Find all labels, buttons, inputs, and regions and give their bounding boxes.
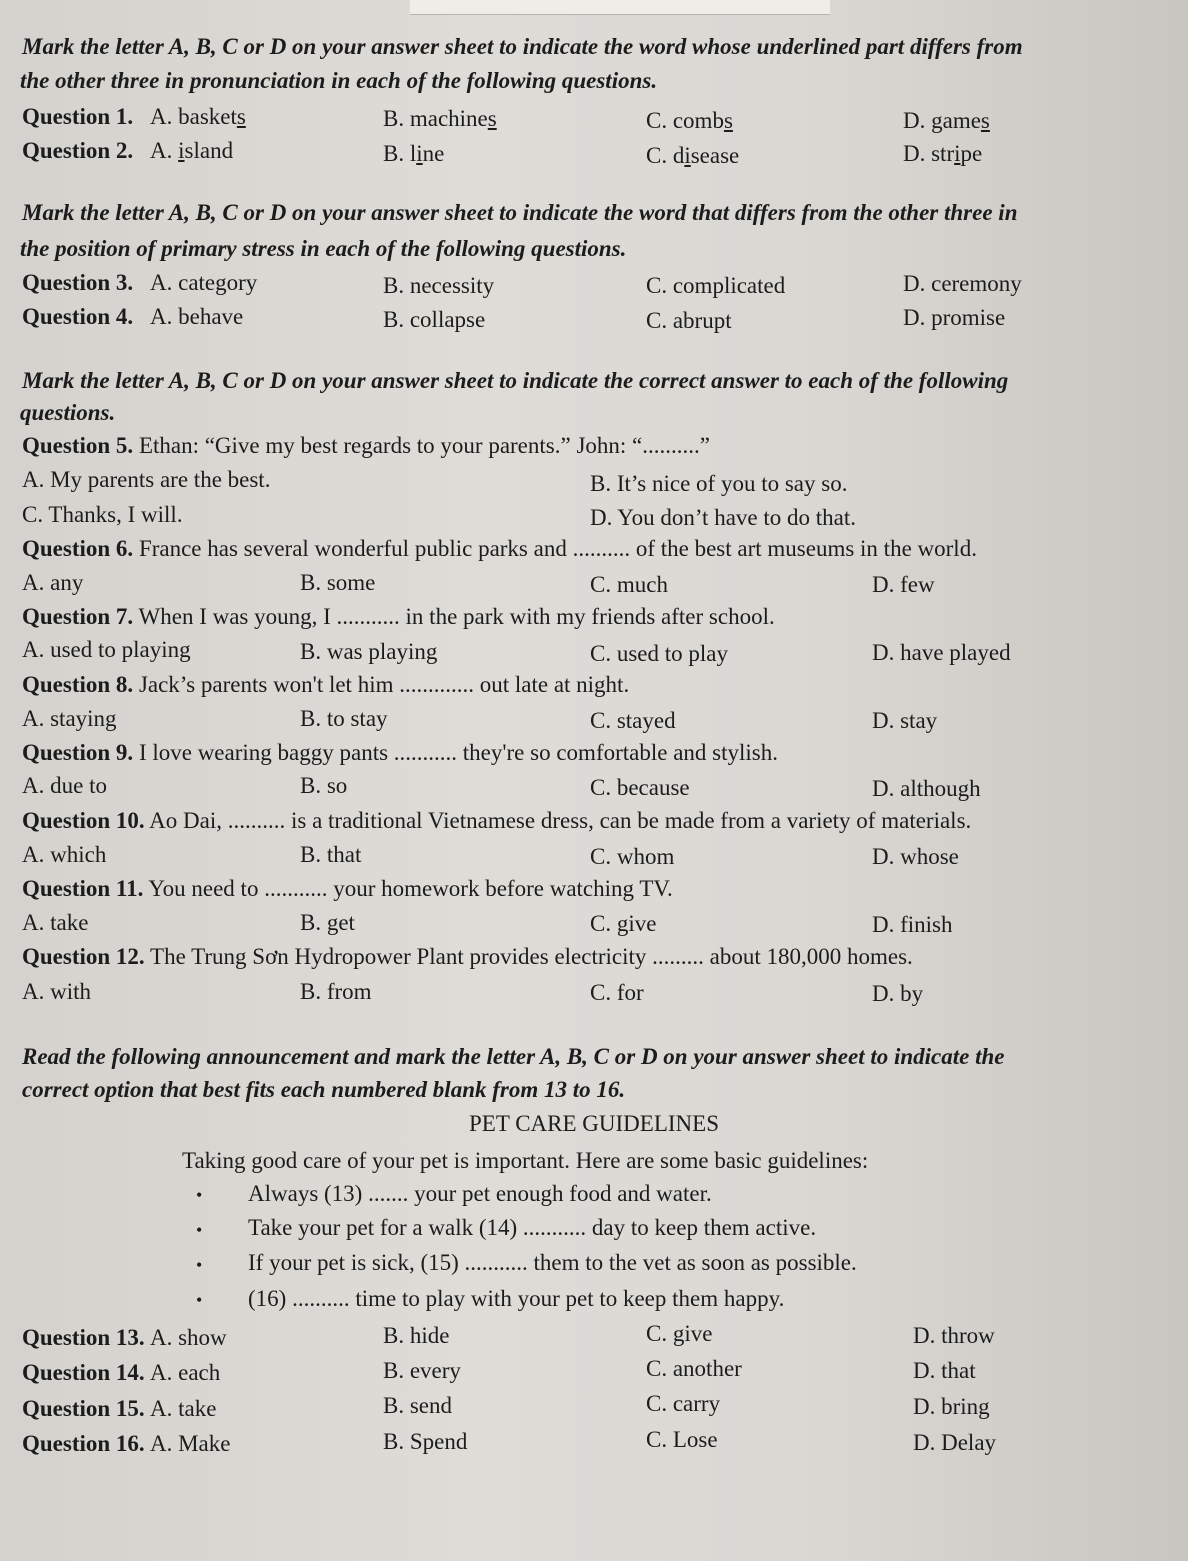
q2-a-post: sland — [184, 138, 234, 163]
q8-text: Jack’s parents won't let him ............. out late at night. — [138, 672, 630, 697]
q11-option-b: B. get — [300, 910, 355, 935]
q1-d-underlined: s — [980, 108, 990, 133]
q9-option-c: C. because — [590, 775, 690, 800]
q15-option-b: B. send — [383, 1393, 452, 1418]
q2-c-post: sease — [690, 143, 740, 168]
q7-option-a: A. used to playing — [22, 637, 191, 662]
q4-option-c: C. abrupt — [646, 308, 732, 333]
q12-option-a: A. with — [22, 979, 91, 1004]
q7-option-c: C. used to play — [590, 641, 728, 666]
q2-b-underlined: i — [416, 141, 423, 166]
q7-stem — [22, 604, 775, 630]
q2-b-pre: B. l — [383, 141, 417, 166]
announcement-intro: Taking good care of your pet is important. Here are some basic guidelines: — [182, 1148, 869, 1173]
q16-option-c: C. Lose — [646, 1427, 718, 1452]
q14-option-b: B. every — [383, 1358, 461, 1383]
q4-option-d: D. promise — [903, 305, 1006, 330]
q5-label: Question 5. — [22, 433, 134, 458]
q2-option-a — [150, 138, 233, 164]
q9-option-d: D. although — [872, 776, 981, 801]
q2-a-pre: A. — [150, 138, 179, 163]
q1-c-text: C. comb — [646, 108, 724, 133]
q9-option-b: B. so — [300, 773, 348, 798]
q1-option-c — [646, 108, 733, 134]
q6-stem — [22, 536, 977, 562]
q11-option-c: C. give — [590, 911, 657, 936]
q5-option-c: C. Thanks, I will. — [22, 502, 183, 527]
q6-text: France has several wonderful public parks and .......... of the best art museums in the world. — [138, 536, 977, 561]
q13-option-d: D. throw — [913, 1323, 995, 1348]
bullet-1-glyph: • — [196, 1185, 203, 1205]
q13-label: Question 13. — [22, 1325, 145, 1350]
q12-label: Question 12. — [22, 944, 145, 969]
q15-option-c: C. carry — [646, 1391, 721, 1416]
bullet-4-glyph: • — [196, 1290, 203, 1310]
q5-option-d: D. You don’t have to do that. — [590, 505, 856, 530]
q7-text: When I was young, I ........... in the park with my friends after school. — [138, 604, 775, 629]
q3-option-d: D. ceremony — [903, 271, 1022, 296]
q6-option-c: C. much — [590, 572, 668, 597]
section3-instruction-line1: Mark the letter A, B, C or D on your answer sheet to indicate the correct answer to each of the following — [22, 368, 1009, 393]
q2-label: Question 2. — [22, 138, 134, 163]
q5-option-b: B. It’s nice of you to say so. — [590, 471, 848, 496]
q7-option-d: D. have played — [872, 640, 1011, 665]
q2-c-underlined: i — [684, 143, 691, 168]
q14-option-c: C. another — [646, 1356, 742, 1381]
q16-option-a: A. Make — [150, 1431, 231, 1456]
top-paper-strip — [410, 0, 830, 15]
q13-option-b: B. hide — [383, 1323, 450, 1348]
q2-d-pre: D. str — [903, 141, 955, 166]
q2-a-underlined: i — [178, 138, 185, 163]
q16-label: Question 16. — [22, 1431, 145, 1456]
q8-option-d: D. stay — [872, 708, 938, 733]
q5-stem — [22, 433, 710, 459]
q10-option-a: A. which — [22, 842, 107, 867]
q5-option-a: A. My parents are the best. — [22, 467, 271, 492]
q1-option-a — [150, 104, 246, 130]
q1-a-underlined: s — [236, 104, 246, 129]
section4-instruction-line1: Read the following announcement and mark the letter A, B, C or D on your answer sheet to indicate the — [22, 1044, 1005, 1069]
q3-label: Question 3. — [22, 270, 134, 295]
bullet-2-glyph: • — [196, 1220, 203, 1240]
section1-instruction-line1: Mark the letter A, B, C or D on your answer sheet to indicate the word whose underlined part differs from — [22, 34, 1023, 59]
q12-stem — [22, 944, 913, 970]
q1-c-underlined: s — [723, 108, 733, 133]
q1-option-b — [383, 106, 497, 132]
q15-option-a: A. take — [150, 1396, 217, 1421]
q7-label: Question 7. — [22, 604, 134, 629]
q1-a-text: A. basket — [150, 104, 237, 129]
q8-option-a: A. staying — [22, 706, 117, 731]
q6-option-a: A. any — [22, 570, 84, 595]
q9-text: I love wearing baggy pants ........... they're so comfortable and stylish. — [138, 740, 778, 765]
q4-label: Question 4. — [22, 304, 134, 329]
q3-option-c: C. complicated — [646, 273, 786, 298]
q7-option-b: B. was playing — [300, 639, 438, 664]
q2-option-d — [903, 141, 982, 167]
q5-text: Ethan: “Give my best regards to your parents.” John: “..........” — [138, 433, 710, 458]
q1-b-underlined: s — [487, 106, 497, 131]
q15-label: Question 15. — [22, 1396, 145, 1421]
q1-b-text: B. machine — [383, 106, 488, 131]
q8-label: Question 8. — [22, 672, 134, 697]
q8-option-c: C. stayed — [590, 708, 676, 733]
section4-instruction-line2: correct option that best fits each numbered blank from 13 to 16. — [22, 1077, 626, 1102]
q11-text: You need to ........... your homework before watching TV. — [148, 876, 673, 901]
q1-option-d — [903, 108, 990, 134]
q11-option-a: A. take — [22, 910, 89, 935]
q14-option-d: D. that — [913, 1358, 976, 1383]
q9-stem — [22, 740, 778, 766]
q10-option-c: C. whom — [590, 844, 675, 869]
q9-option-a: A. due to — [22, 773, 107, 798]
q13-option-c: C. give — [646, 1321, 713, 1346]
q6-option-b: B. some — [300, 570, 376, 595]
q1-label: Question 1. — [22, 104, 134, 129]
bullet-3-text: If your pet is sick, (15) ........... them to the vet as soon as possible. — [248, 1250, 857, 1275]
q12-option-d: D. by — [872, 981, 924, 1006]
q12-option-c: C. for — [590, 980, 644, 1005]
section3-instruction-line2: questions. — [20, 400, 116, 425]
q2-option-c — [646, 143, 739, 169]
q2-d-post: pe — [960, 141, 983, 166]
q10-text: Ao Dai, .......... is a traditional Vietnamese dress, can be made from a variety of materials. — [149, 808, 972, 833]
q11-label: Question 11. — [22, 876, 144, 901]
q10-option-d: D. whose — [872, 844, 959, 869]
bullet-1-text: Always (13) ....... your pet enough food and water. — [248, 1181, 712, 1206]
q4-option-b: B. collapse — [383, 307, 486, 332]
announcement-title: PET CARE GUIDELINES — [468, 1111, 719, 1136]
q2-d-underlined: i — [954, 141, 961, 166]
q2-b-post: ne — [422, 141, 445, 166]
q12-text: The Trung Sơn Hydropower Plant provides electricity ......... about 180,000 homes. — [150, 944, 913, 969]
q13-option-a: A. show — [150, 1325, 227, 1350]
q4-option-a: A. behave — [150, 304, 244, 329]
section2-instruction-line2: the position of primary stress in each of the following questions. — [20, 236, 627, 261]
q10-label: Question 10. — [22, 808, 145, 833]
q6-label: Question 6. — [22, 536, 134, 561]
q11-stem — [22, 876, 673, 902]
q10-stem — [22, 808, 971, 834]
q11-option-d: D. finish — [872, 912, 953, 937]
q1-d-text: D. game — [903, 108, 981, 133]
q3-option-b: B. necessity — [383, 273, 495, 298]
q10-option-b: B. that — [300, 842, 362, 867]
q6-option-d: D. few — [872, 572, 935, 597]
bullet-4-text: (16) .......... time to play with your pet to keep them happy. — [248, 1286, 785, 1311]
q8-option-b: B. to stay — [300, 706, 388, 731]
q16-option-b: B. Spend — [383, 1429, 468, 1454]
section1-instruction-line2: the other three in pronunciation in each of the following questions. — [20, 68, 658, 93]
bullet-3-glyph: • — [196, 1255, 203, 1275]
q8-stem — [22, 672, 629, 698]
q14-option-a: A. each — [150, 1360, 221, 1385]
q14-label: Question 14. — [22, 1360, 145, 1385]
section2-instruction-line1: Mark the letter A, B, C or D on your answer sheet to indicate the word that differs from the other three in — [22, 200, 1018, 225]
q3-option-a: A. category — [150, 270, 258, 295]
q12-option-b: B. from — [300, 979, 372, 1004]
q15-option-d: D. bring — [913, 1394, 990, 1419]
q9-label: Question 9. — [22, 740, 134, 765]
q16-option-d: D. Delay — [913, 1430, 997, 1455]
bullet-2-text: Take your pet for a walk (14) ........... day to keep them active. — [248, 1215, 817, 1240]
q2-option-b — [383, 141, 444, 167]
q2-c-pre: C. d — [646, 143, 685, 168]
